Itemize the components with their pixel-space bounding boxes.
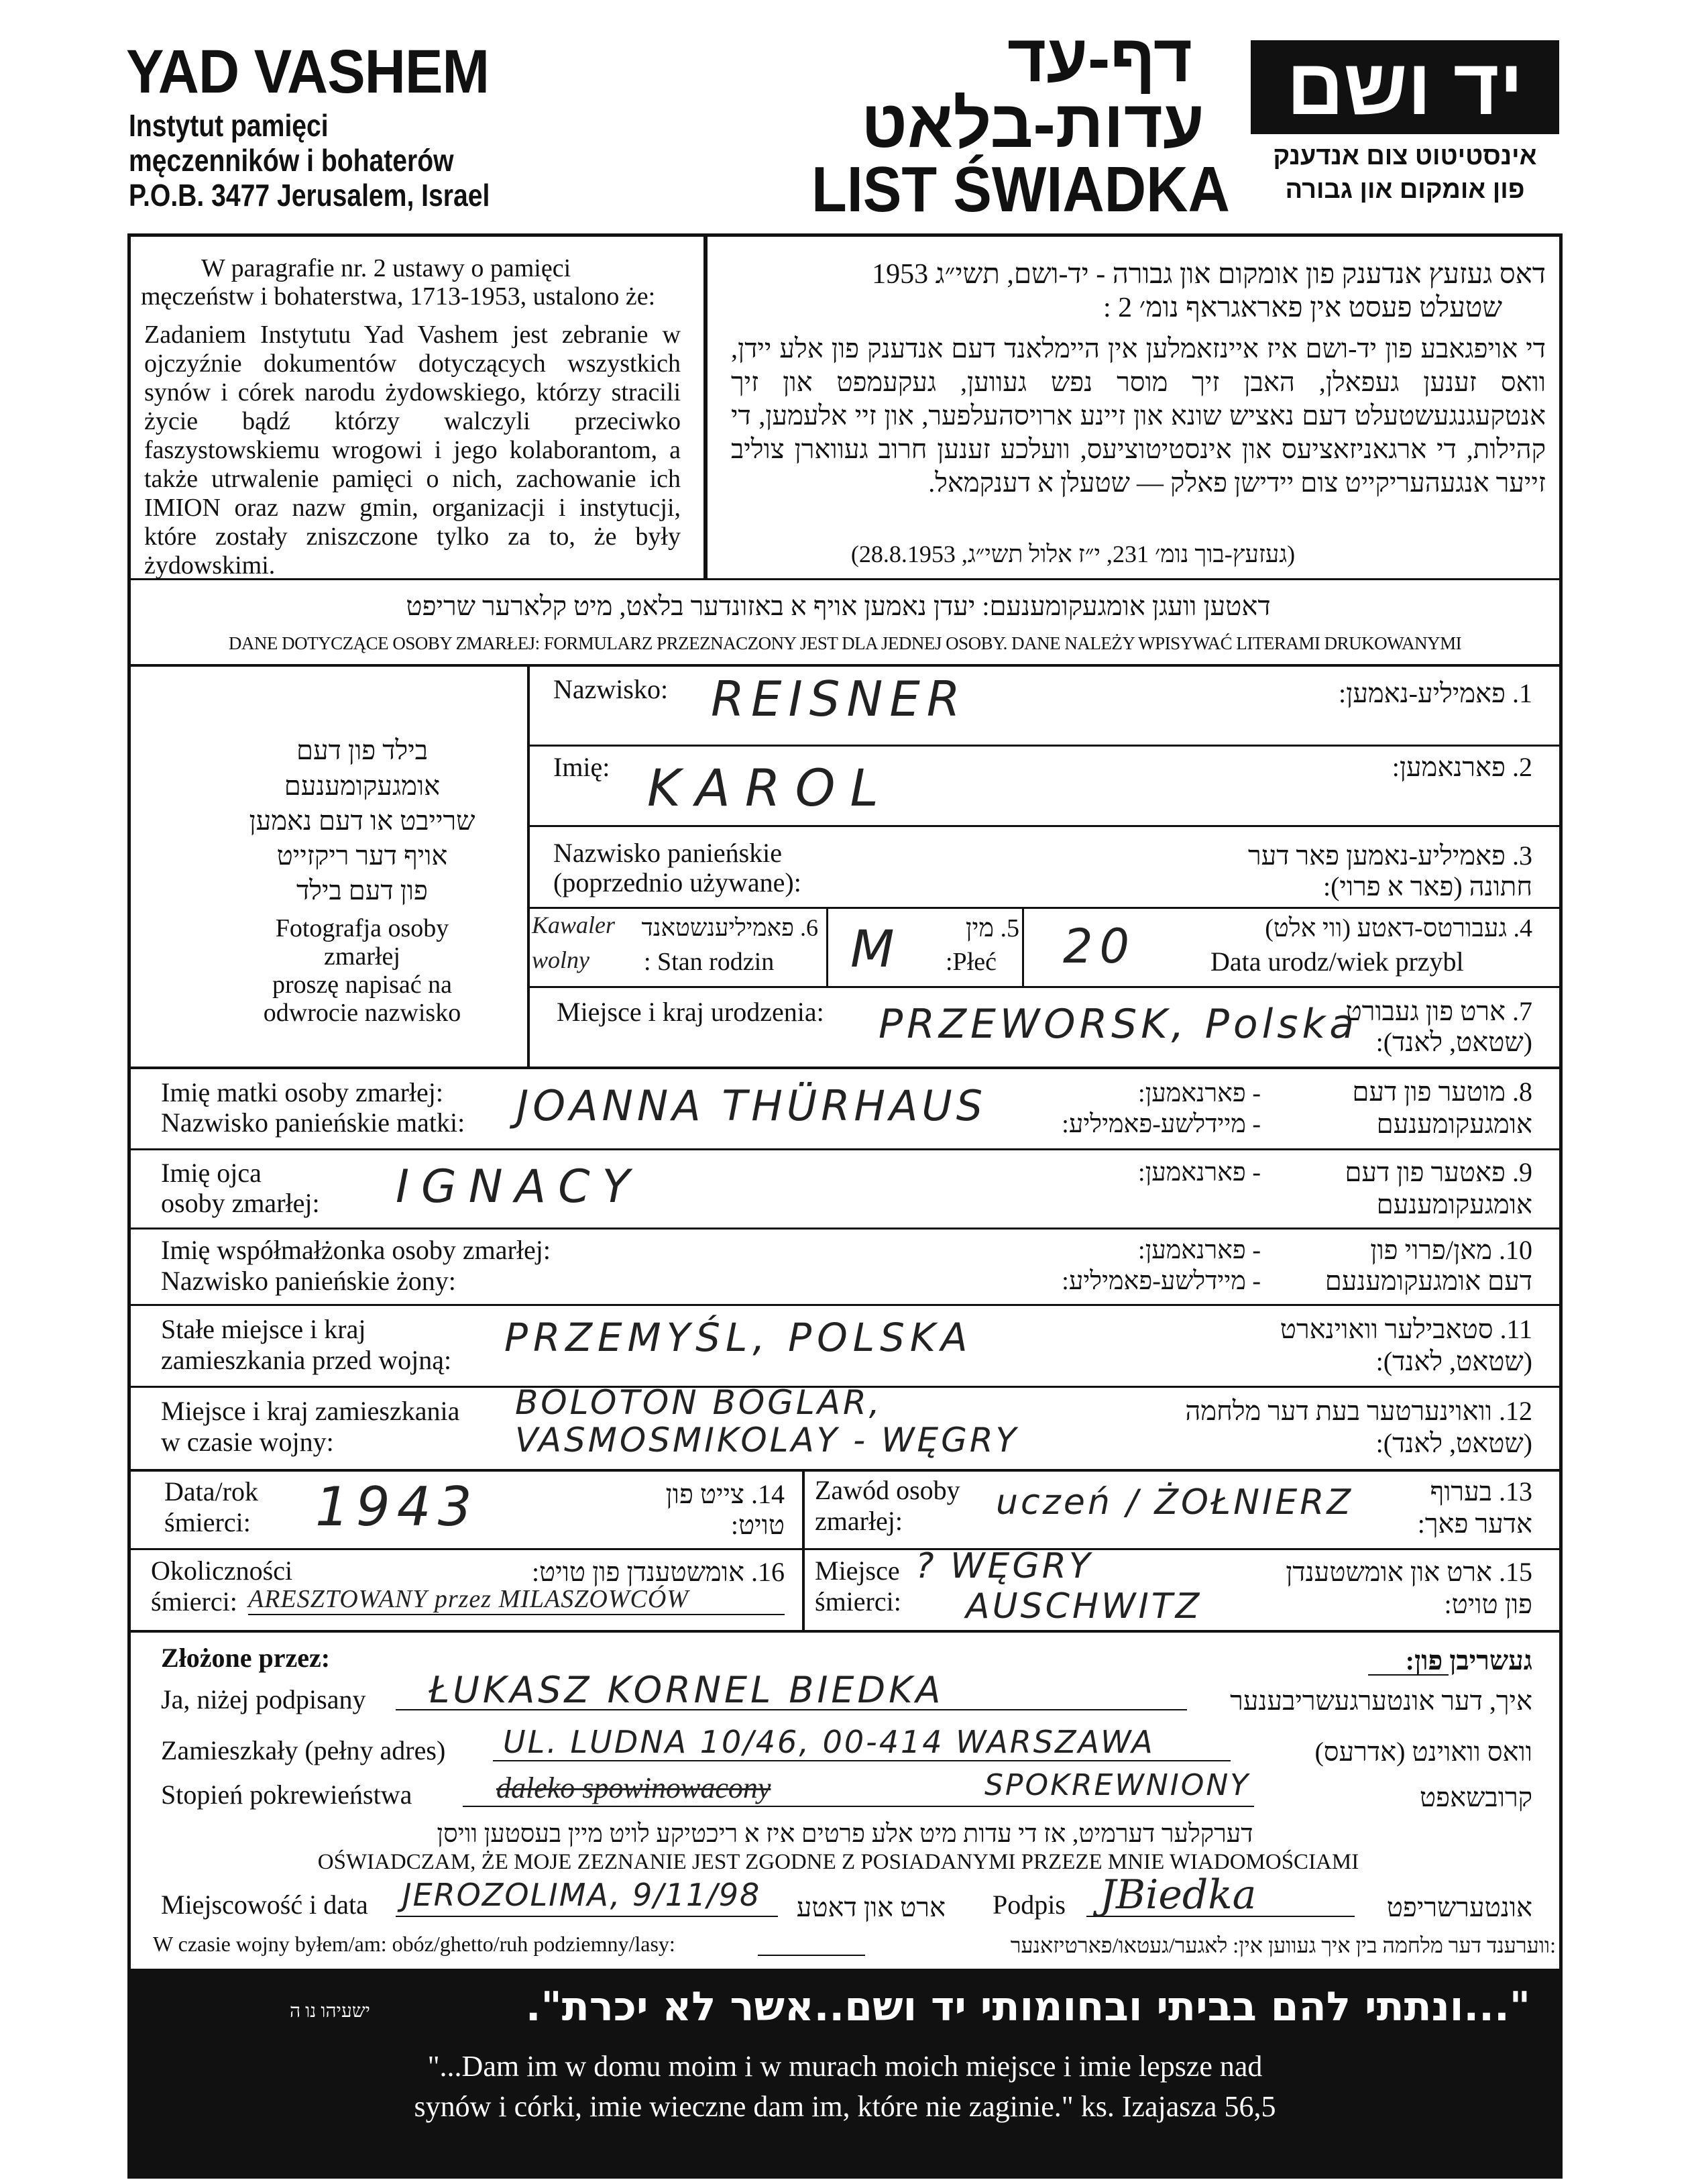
photo-yi-2: אומגעקומענעם — [284, 771, 441, 801]
marital-label-yi: 6. פאמיליענשטאנד — [641, 914, 818, 941]
photo-pl-2: zmarłej — [324, 942, 400, 971]
circumstances-label-yi: 16. אומשטענדן פון טויט: — [531, 1557, 785, 1587]
mother-label-yi-3: - פארנאמען: — [1138, 1079, 1261, 1107]
logo-subtitle-1: אינסטיטוט צום אנדענק — [1273, 142, 1537, 170]
surname-value[interactable]: REISNER — [711, 671, 967, 727]
wartime-label-1: Miejsce i kraj zamieszkania — [161, 1396, 460, 1426]
relation-label-yi: קרובשאפט — [1419, 1782, 1532, 1812]
instructions-polish: DANE DOTYCZĄCE OSOBY ZMARŁEJ: FORMULARZ PRZEZNACZONY JEST DLA JEDNEJ OSOBY. DANE NALEŻY WPISYWAĆ LITERAMI DRUKOWANYMI — [228, 633, 1462, 653]
residence-label-yi-1: 11. סטאבילער וואוינארט — [1280, 1314, 1532, 1344]
intro-yiddish-heading-1: דאס געזעץ אנדענק פון אומקום און גבורה - יד-ושם, תשי״ג 1953 — [872, 259, 1546, 290]
photo-yi-3: שרייבט או דעם נאמען — [249, 806, 475, 836]
intro-polish-body: Zadaniem Instytutu Yad Vashem jest zebranie w ojczyźnie dokumentów dotyczących wszystkich synów i córek narodu żydowskiego, którzy stracili życie bądź którzy walczyli przeciwko faszystowskiemu wrogowi i jego kolaborantom, a także utrwalenie pamięci o nich, zachowanie ich IMION oraz nazw gmin, organizacji i instytucji, które zostały zniszczone tylko za to, że były żydowskimi. — [144, 321, 681, 580]
maiden-label-1: Nazwisko panieńskie — [553, 838, 783, 868]
org-subtitle-1: Instytut pamięci — [129, 108, 329, 143]
place-date-label: Miejscowość i data — [161, 1890, 368, 1920]
death-date-value[interactable]: 1943 — [315, 1476, 479, 1538]
wartime-label-2: w czasie wojny: — [161, 1427, 334, 1457]
marital-label: : Stan rodzin — [644, 948, 775, 976]
title-yiddish: עדות-בלאט — [861, 87, 1204, 162]
org-address: P.O.B. 3477 Jerusalem, Israel — [129, 178, 490, 213]
father-value[interactable]: IGNACY — [396, 1160, 642, 1213]
relation-value[interactable]: SPOKREWNIONY — [984, 1768, 1251, 1802]
death-place-label-yi-2: פון טויט: — [1444, 1589, 1532, 1619]
mother-label-1: Imię matki osoby zmarłej: — [161, 1077, 443, 1107]
death-place-label-2: śmierci: — [815, 1586, 901, 1617]
photo-pl-3: proszę napisać na — [272, 971, 452, 999]
marital-value-1[interactable]: Kawaler — [532, 912, 616, 938]
submitter-address[interactable]: UL. LUDNA 10/46, 00-414 WARSZAWA — [503, 1724, 1155, 1760]
wartime-status-label-yi: :ווערענד דער מלחמה בין איך געווען אין: לאגער/געטאו/פארטיזאנער — [1010, 1933, 1556, 1957]
title-polish: LIST ŚWIADKA — [811, 154, 1230, 225]
death-date-label-1: Data/rok — [164, 1476, 258, 1507]
intro-yiddish-ref: (געזעץ-בוך נומ׳ 231, י״ז אלול תשי״ג, 28.8.1953) — [850, 541, 1296, 567]
logo-text: יד ושם — [1286, 43, 1524, 131]
circumstances-label-1: Okoliczności — [151, 1555, 293, 1586]
residence-label-2: zamieszkania przed wojną: — [161, 1345, 452, 1375]
spouse-label-2: Nazwisko panieńskie żony: — [161, 1266, 456, 1296]
first-name-value[interactable]: KAROL — [647, 758, 893, 818]
spouse-label-1: Imię współmałżonka osoby zmarłej: — [161, 1235, 551, 1265]
birthplace-value[interactable]: PRZEWORSK, Polska — [879, 1001, 1359, 1048]
profession-label-1: Zawód osoby — [815, 1475, 960, 1505]
birth-value[interactable]: 20 — [1063, 919, 1137, 974]
mother-label-yi-4: - מיידלשע-פאמיליע: — [1062, 1110, 1261, 1138]
relation-struck-value[interactable]: dalеko spowinowacony — [496, 1771, 771, 1804]
photo-yi-1: בילד פון דעם — [296, 735, 428, 765]
marital-value-2[interactable]: wolny — [532, 946, 589, 973]
profession-label-yi-2: אדער פאך: — [1417, 1509, 1532, 1539]
residence-value[interactable]: PRZEMYŚL, POLSKA — [504, 1315, 973, 1360]
footer-verse-ref: ישעיהו נו ה — [290, 2001, 370, 2022]
sex-value[interactable]: M — [850, 919, 901, 979]
death-place-label-1: Miejsce — [815, 1555, 900, 1586]
declaration-polish: OŚWIADCZAM, ŻE MOJE ZEZNANIE JEST ZGODNE Z POSIADANYMI PRZEZE MNIE WIADOMOŚCIAMI — [317, 1850, 1359, 1874]
signature-label: Podpis — [993, 1890, 1066, 1920]
death-place-value-2[interactable]: AUSCHWITZ — [966, 1586, 1202, 1627]
sex-label-yi: 5. מין — [965, 914, 1019, 942]
residence-label-1: Stałe miejsce i kraj — [161, 1314, 366, 1344]
footer-verse-hebrew: "...ונתתי להם בביתי ובחומותי יד ושם..אשר לא יכרת". — [525, 1983, 1530, 2030]
spouse-label-yi-3: - פארנאמען: — [1138, 1236, 1261, 1264]
signed-label: Ja, niżej podpisany — [161, 1684, 366, 1714]
birth-label: Data urodz/wiek przybl — [1210, 946, 1464, 977]
first-name-label-yi: 2. פארנאמען: — [1392, 752, 1532, 782]
death-place-value-1[interactable]: ? WĘGRY — [915, 1546, 1093, 1586]
signed-label-yi: איך, דער אונטערגעשריבענער — [1230, 1686, 1532, 1716]
relation-label: Stopień pokrewieństwa — [161, 1780, 412, 1810]
title-hebrew: דף-עד — [1007, 21, 1193, 96]
father-label-yi-3: - פארנאמען: — [1138, 1158, 1261, 1187]
profession-value[interactable]: uczeń / ŻOŁNIERZ — [996, 1482, 1353, 1523]
death-date-label-2: śmierci: — [164, 1507, 251, 1537]
footer-verse-polish-2: synów i córki, imie wieczne dam im, które nie zaginie." ks. Izajasza 56,5 — [414, 2090, 1276, 2123]
place-date-value[interactable]: JEROZOLIMA, 9/11/98 — [402, 1877, 761, 1913]
father-label-2: osoby zmarłej: — [161, 1188, 320, 1218]
spouse-label-yi-2: דעם אומגעקומענעם — [1324, 1266, 1532, 1296]
footer-verse-polish-1: "...Dam im w domu moim i w murach moich miejsce i imie lepsze nad — [427, 2050, 1263, 2083]
first-name-label: Imię: — [553, 752, 610, 782]
mother-label-yi-2: אומגעקומענעם — [1376, 1109, 1532, 1139]
death-date-label-yi-1: 14. צייט פון — [665, 1479, 785, 1509]
wartime-label-yi-2: (שטאט, לאנד): — [1375, 1428, 1532, 1458]
signature-label-yi: אונטערשריפט — [1386, 1892, 1532, 1922]
address-label-yi: וואס וואוינט (אדרעס) — [1314, 1737, 1532, 1767]
death-date-label-yi-2: טויט: — [730, 1510, 785, 1540]
death-place-label-yi-1: 15. ארט און אומשטענדן — [1286, 1557, 1532, 1587]
father-label-yi-2: אומגעקומענעם — [1376, 1189, 1532, 1219]
footer-banner — [129, 1969, 1561, 2177]
photo-pl-1: Fotografja osoby — [275, 914, 449, 942]
org-subtitle-2: męczenników i bohaterów — [129, 143, 454, 178]
birth-label-yi: 4. געבורטס-דאטע (ווי אלט) — [1265, 914, 1532, 942]
intro-polish-heading-1: W paragrafie nr. 2 ustawy o pamięci — [201, 254, 571, 282]
maiden-label-2: (poprzednio używane): — [553, 867, 801, 897]
birthplace-label-yi-1: 7. ארט פון געבורט — [1345, 996, 1532, 1026]
residence-label-yi-2: (שטאט, לאנד): — [1375, 1346, 1532, 1376]
org-name: YAD VASHEM — [126, 38, 490, 106]
maiden-label-yi-2: חתונה (פאר א פרוי): — [1322, 871, 1532, 902]
intro-yiddish-heading-2: שטעלט פעסט אין פאראגראף נומ׳ 2 : — [1103, 292, 1502, 323]
surname-label-yi: 1. פאמיליע-נאמען: — [1339, 678, 1532, 708]
photo-pl-4: odwrocie nazwisko — [263, 999, 461, 1027]
signature-value[interactable]: JBiedka — [1100, 1871, 1257, 1918]
mother-label-2: Nazwisko panieńskie matki: — [161, 1107, 465, 1138]
profession-label-2: zmarłej: — [815, 1506, 903, 1536]
circumstances-label-2: śmierci: — [151, 1586, 237, 1617]
wartime-value-1[interactable]: BOLOTON BOGLAR, — [515, 1383, 883, 1422]
spouse-label-yi-1: 10. מאן/פרוי פון — [1370, 1235, 1532, 1265]
photo-yi-4: אויף דער ריקזייט — [276, 840, 448, 871]
photo-yi-5: פון דעם בילד — [296, 875, 428, 906]
wartime-status-label: W czasie wojny byłem/am: obóz/ghetto/ruh podziemny/lasy: — [153, 1932, 675, 1956]
submitter-heading-yi: געשריבן פון: — [1405, 1645, 1532, 1676]
mother-label-yi-1: 8. מוטער פון דעם — [1352, 1077, 1532, 1107]
submitter-heading: Złożone przez: — [161, 1643, 331, 1673]
surname-label: Nazwisko: — [553, 674, 669, 704]
father-label-1: Imię ojca — [161, 1158, 262, 1188]
yad-vashem-logo — [1251, 40, 1559, 134]
maiden-label-yi-1: 3. פאמיליע-נאמען פאר דער — [1247, 840, 1532, 871]
father-label-yi-1: 9. פאטער פון דעם — [1345, 1157, 1532, 1187]
birthplace-label-yi-2: (שטאט, לאנד): — [1375, 1027, 1532, 1057]
wartime-value-2[interactable]: VASMOSMIKOLAY - WĘGRY — [515, 1421, 1019, 1460]
place-date-label-yi: ארט און דאטע — [796, 1892, 946, 1922]
wartime-label-yi-1: 12. וואוינערטער בעת דער מלחמה — [1185, 1396, 1532, 1426]
intro-polish-heading-2: męczeństw i bohaterstwa, 1713-1953, ustalono że: — [141, 282, 656, 311]
sex-label: :Płeć — [946, 948, 997, 976]
spouse-label-yi-4: - מיידלשע-פאמיליע: — [1062, 1267, 1261, 1295]
mother-value[interactable]: JOANNA THÜRHAUS — [516, 1081, 987, 1130]
birthplace-label: Miejsce i kraj urodzenia: — [557, 997, 824, 1027]
address-label: Zamieszkały (pełny adres) — [161, 1735, 446, 1765]
profession-label-yi-1: 13. בערוף — [1430, 1476, 1532, 1507]
circumstances-value[interactable]: ARESZTOWANY przez MILASZOWCÓW — [248, 1585, 689, 1613]
intro-yiddish-body: די אויפגאבע פון יד-ושם איז איינזאמלען אין היימלאנד דעם אנדענק פון אלע יידן, וואס זענען געפאלן, האבן זיך מוסר נפש געווען, געקעמפט און זיך אנטקעגנגעשטעלט דעם נאציש שונא און זיינע ארויסהעלפער, און זיי אלעמען, די קהילות, די ארגאניזאציעס און אינסטיטוציעס, וועלכע זענען חרוב געווארן צוליב זייער אנגעהעריקייט צום יידישן פאלק — שטעלן א דענקמאל. — [731, 333, 1546, 498]
logo-subtitle-2: פון אומקום און גבורה — [1285, 176, 1525, 204]
submitter-name[interactable]: ŁUKASZ KORNEL BIEDKA — [429, 1669, 944, 1711]
declaration-yiddish: דערקלער דערמיט, אז די עדות מיט אלע פרטים איז א ריכטיקע לויט מיין בעסטען וויסן — [437, 1820, 1253, 1848]
instructions-yiddish: דאטען וועגן אומגעקומענעם: יעדן נאמען אויף א באזונדער בלאט, מיט קלארער שריפט — [406, 591, 1271, 621]
